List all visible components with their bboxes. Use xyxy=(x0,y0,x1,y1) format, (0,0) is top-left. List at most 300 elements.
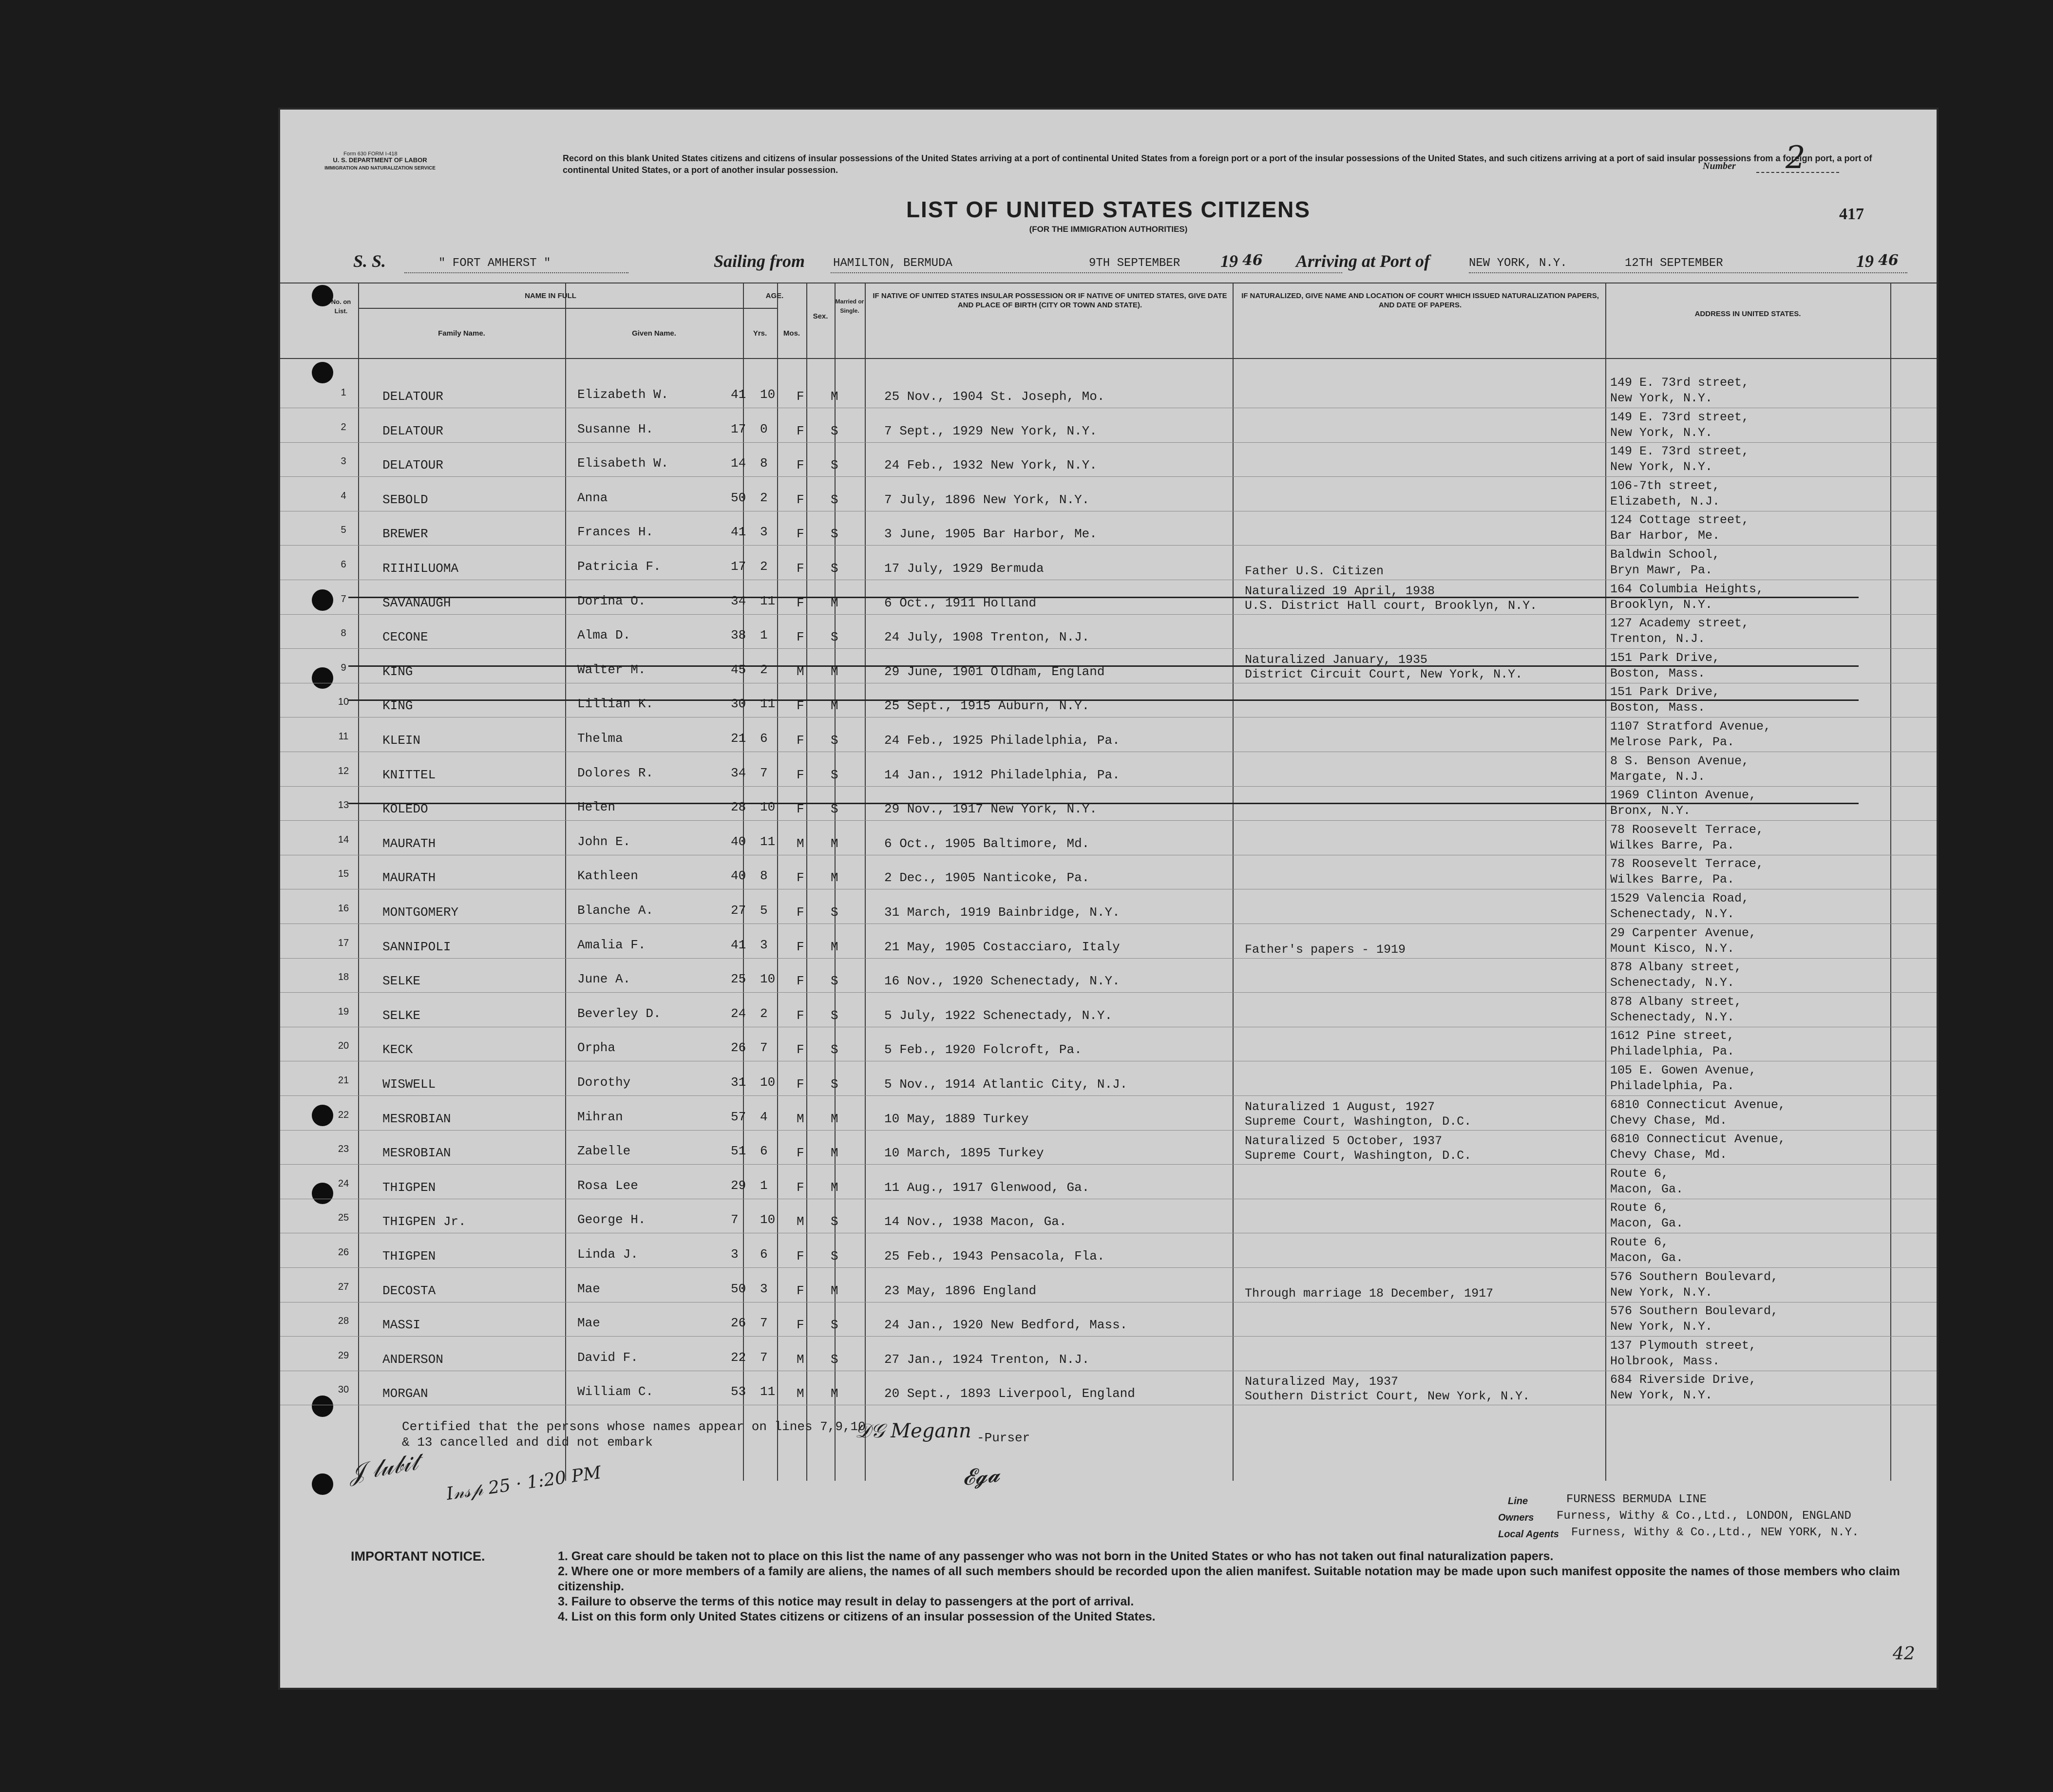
birth-info: 27 Jan., 1924 Trenton, N.J. xyxy=(884,1352,1090,1367)
age-months: 11 xyxy=(760,593,776,608)
row-rule xyxy=(280,442,1937,443)
row-number: 17 xyxy=(338,937,349,948)
naturalization-line-2: Southern District Court, New York, N.Y. xyxy=(1245,1389,1530,1404)
inspector-signature: 𝒥 𝓁𝓊𝒷𝒾𝓉 xyxy=(346,1448,420,1488)
row-number: 22 xyxy=(338,1109,349,1120)
table-row xyxy=(280,412,1937,446)
sex: F xyxy=(797,733,804,748)
marital-status: S xyxy=(831,1008,838,1023)
address-line-2: Chevy Chase, Md. xyxy=(1610,1113,1728,1128)
department-name: U. S. DEPARTMENT OF LABOR xyxy=(333,156,427,164)
age-years: 30 xyxy=(731,697,746,712)
age-months: 7 xyxy=(760,1350,768,1365)
family-name: KOLEDO xyxy=(382,802,428,817)
local-agents-label: Local Agents xyxy=(1498,1529,1559,1540)
family-name: DELATOUR xyxy=(382,423,443,438)
birth-info: 5 Feb., 1920 Folcroft, Pa. xyxy=(884,1042,1082,1057)
age-years: 21 xyxy=(731,731,746,746)
naturalization-line-2: Supreme Court, Washington, D.C. xyxy=(1245,1114,1472,1129)
age-years: 17 xyxy=(731,421,746,436)
address-line-2: New York, N.Y. xyxy=(1610,1320,1713,1334)
birth-info: 6 Oct., 1911 Holland xyxy=(884,595,1037,610)
family-name: MORGAN xyxy=(382,1386,428,1401)
address-line-2: Macon, Ga. xyxy=(1610,1182,1684,1196)
age-months: 3 xyxy=(760,525,768,540)
address-line-2: Macon, Ga. xyxy=(1610,1216,1684,1231)
given-name: Dorina O. xyxy=(577,593,646,608)
address-line-1: 1969 Clinton Avenue, xyxy=(1610,788,1757,803)
address-line-1: 1612 Pine street, xyxy=(1610,1029,1735,1043)
sex: F xyxy=(797,767,804,782)
owners-label: Owners xyxy=(1498,1512,1534,1523)
certification-note: Certified that the persons whose names appear on lines 7,9,10 & 13 cancelled and did not embark xyxy=(402,1419,866,1450)
naturalization-line-1: Naturalized 5 October, 1937 xyxy=(1245,1134,1443,1149)
row-rule xyxy=(280,545,1937,546)
corner-number: 42 xyxy=(1893,1644,1915,1664)
form-number: Form 630 FORM I-418 xyxy=(343,151,398,157)
age-years: 50 xyxy=(731,490,746,505)
table-row xyxy=(280,822,1937,859)
table-row xyxy=(280,893,1937,927)
birth-info: 16 Nov., 1920 Schenectady, N.Y. xyxy=(884,974,1120,989)
table-row xyxy=(280,1340,1937,1375)
number-label: Number xyxy=(1703,161,1736,171)
row-rule xyxy=(280,786,1937,787)
age-years: 41 xyxy=(731,387,746,402)
col-address: ADDRESS IN UNITED STATES. xyxy=(1694,310,1801,318)
table-row xyxy=(280,584,1937,618)
birth-info: 2 Dec., 1905 Nanticoke, Pa. xyxy=(884,870,1090,886)
col-sex: Sex. xyxy=(813,312,828,321)
line-label: Line xyxy=(1508,1496,1528,1507)
family-name: WISWELL xyxy=(382,1077,436,1092)
row-number: 15 xyxy=(338,868,349,880)
row-number: 26 xyxy=(338,1247,349,1258)
row-number: 30 xyxy=(338,1384,349,1396)
given-name: Blanche A. xyxy=(577,903,654,918)
given-name: Rosa Lee xyxy=(577,1178,638,1193)
address-line-2: Melrose Park, Pa. xyxy=(1610,735,1735,749)
address-line-1: Route 6, xyxy=(1610,1235,1669,1249)
sex: M xyxy=(797,1111,804,1126)
marital-status: M xyxy=(831,1283,838,1298)
row-number: 13 xyxy=(338,800,349,811)
ss-label: S. S. xyxy=(353,251,386,271)
year-suffix-1: 46 xyxy=(1242,252,1263,269)
birth-info: 23 May, 1896 England xyxy=(884,1283,1037,1298)
family-name: CECONE xyxy=(382,630,428,645)
arriving-label: Arriving at Port of xyxy=(1296,251,1430,271)
address-line-2: Boston, Mass. xyxy=(1610,700,1706,715)
sex: F xyxy=(797,527,804,542)
age-years: 22 xyxy=(731,1350,746,1365)
family-name: MAURATH xyxy=(382,836,436,851)
family-name: DELATOUR xyxy=(382,458,443,473)
row-rule xyxy=(280,992,1937,993)
birth-info: 11 Aug., 1917 Glenwood, Ga. xyxy=(884,1180,1090,1195)
marital-status: M xyxy=(831,1111,838,1126)
age-months: 5 xyxy=(760,903,768,918)
marital-status: S xyxy=(831,905,838,920)
age-months: 0 xyxy=(760,421,768,436)
table-row xyxy=(280,1166,1937,1203)
notice-item: 1. Great care should be taken not to place on this list the name of any passenger who was not born in the United States or who has not taken out final naturalization papers. xyxy=(558,1549,1554,1563)
birth-info: 25 Feb., 1943 Pensacola, Fla. xyxy=(884,1249,1105,1264)
family-name: KING xyxy=(382,698,413,714)
sex: F xyxy=(797,974,804,989)
sex: F xyxy=(797,1077,804,1092)
naturalization-line-2: District Circuit Court, New York, N.Y. xyxy=(1245,667,1523,681)
address-line-1: 8 S. Benson Avenue, xyxy=(1610,754,1749,768)
address-line-2: Brooklyn, N.Y. xyxy=(1610,597,1713,612)
family-name: MONTGOMERY xyxy=(382,905,459,920)
age-months: 3 xyxy=(760,1281,768,1296)
table-row xyxy=(280,1375,1937,1409)
arrival-date: 12TH SEPTEMBER xyxy=(1625,257,1723,270)
age-months: 6 xyxy=(760,1144,768,1159)
table-row xyxy=(280,1134,1937,1168)
birth-info: 29 June, 1901 Oldham, England xyxy=(884,664,1105,679)
row-rule xyxy=(280,476,1937,477)
birth-info: 24 Feb., 1925 Philadelphia, Pa. xyxy=(884,733,1120,748)
row-number: 2 xyxy=(341,421,346,433)
row-number: 27 xyxy=(338,1281,349,1292)
row-number: 3 xyxy=(341,456,346,467)
table-row xyxy=(280,1065,1937,1099)
address-line-2: New York, N.Y. xyxy=(1610,425,1713,440)
row-number: 29 xyxy=(338,1350,349,1361)
age-years: 24 xyxy=(731,1006,746,1021)
age-months: 10 xyxy=(760,387,776,402)
age-months: 4 xyxy=(760,1109,768,1124)
age-months: 8 xyxy=(760,456,768,471)
family-name: MESROBIAN xyxy=(382,1146,451,1161)
age-years: 57 xyxy=(731,1109,746,1124)
address-line-1: 149 E. 73rd street, xyxy=(1610,444,1749,459)
family-name: SEBOLD xyxy=(382,492,428,507)
given-name: Mae xyxy=(577,1281,600,1296)
sex: F xyxy=(797,1146,804,1161)
sex: F xyxy=(797,595,804,610)
marital-status: S xyxy=(831,1249,838,1264)
col-birth: IF NATIVE OF UNITED STATES INSULAR POSSESSION OR IF NATIVE OF UNITED STATES, GIVE DATE AND PLACE OF BIRTH (CITY OR TOWN AND STATE). xyxy=(873,292,1227,309)
marital-status: M xyxy=(831,595,838,610)
row-rule xyxy=(280,1336,1937,1337)
address-line-2: Chevy Chase, Md. xyxy=(1610,1148,1728,1162)
marital-status: S xyxy=(831,492,838,507)
address-line-1: 164 Columbia Heights, xyxy=(1610,582,1764,596)
notice-item: 4. List on this form only United States citizens or citizens of an insular possession of the United States. xyxy=(558,1610,1156,1623)
address-line-1: 576 Southern Boulevard, xyxy=(1610,1304,1779,1319)
row-number: 18 xyxy=(338,972,349,983)
table-row xyxy=(280,478,1937,515)
row-number: 9 xyxy=(341,662,346,673)
age-months: 7 xyxy=(760,1040,768,1056)
page-title: LIST OF UNITED STATES CITIZENS xyxy=(906,197,1311,222)
family-name: MAURATH xyxy=(382,870,436,886)
marital-status: S xyxy=(831,630,838,645)
address-line-2: Trenton, N.J. xyxy=(1610,632,1706,646)
birth-info: 5 Nov., 1914 Atlantic City, N.J. xyxy=(884,1077,1128,1092)
col-family-name: Family Name. xyxy=(438,329,485,338)
given-name: Patricia F. xyxy=(577,559,661,574)
page-subtitle: (FOR THE IMMIGRATION AUTHORITIES) xyxy=(1029,225,1188,234)
row-number: 7 xyxy=(341,593,346,604)
table-row xyxy=(280,790,1937,824)
list-number: 2 xyxy=(1786,140,1806,176)
sex: M xyxy=(797,1386,804,1401)
given-name: William C. xyxy=(577,1384,654,1399)
sex: F xyxy=(797,939,804,954)
table-row xyxy=(280,446,1937,480)
table-row xyxy=(280,756,1937,790)
page-number: 417 xyxy=(1839,205,1864,223)
marital-status: S xyxy=(831,561,838,576)
row-rule xyxy=(280,614,1937,615)
table-row xyxy=(280,1306,1937,1340)
table-row xyxy=(280,549,1937,584)
family-name: MESROBIAN xyxy=(382,1111,451,1126)
table-row xyxy=(280,1031,1937,1065)
family-name: RIIHILUOMA xyxy=(382,561,459,576)
sailing-label: Sailing from xyxy=(714,251,805,271)
age-months: 11 xyxy=(760,834,776,849)
given-name: John E. xyxy=(577,834,631,849)
age-months: 7 xyxy=(760,765,768,780)
row-number: 21 xyxy=(338,1075,349,1086)
sex: M xyxy=(797,836,804,851)
family-name: SELKE xyxy=(382,974,421,989)
arrival-port: NEW YORK, N.Y. xyxy=(1469,257,1567,270)
given-name: Amalia F. xyxy=(577,937,646,952)
address-line-2: Boston, Mass. xyxy=(1610,666,1706,680)
line-owners-block xyxy=(1498,1493,1927,1543)
given-name: Walter M. xyxy=(577,662,646,677)
age-years: 31 xyxy=(731,1075,746,1090)
sex: M xyxy=(797,664,804,679)
family-name: DELATOUR xyxy=(382,389,443,404)
sailing-port: HAMILTON, BERMUDA xyxy=(833,257,952,270)
row-rule xyxy=(280,1164,1937,1165)
age-months: 2 xyxy=(760,490,768,505)
birth-info: 25 Sept., 1915 Auburn, N.Y. xyxy=(884,698,1090,714)
address-line-2: Schenectady, N.Y. xyxy=(1610,907,1735,921)
address-line-1: 151 Park Drive, xyxy=(1610,685,1720,699)
marital-status: S xyxy=(831,974,838,989)
family-name: KING xyxy=(382,664,413,679)
table-row xyxy=(280,721,1937,755)
cancel-strikethrough xyxy=(348,665,1859,667)
given-name: Elisabeth W. xyxy=(577,456,669,471)
sex: M xyxy=(797,1214,804,1229)
given-name: Lillian K. xyxy=(577,697,654,712)
row-number: 24 xyxy=(338,1178,349,1189)
year-prefix-2: 19 xyxy=(1856,251,1874,271)
row-rule xyxy=(280,958,1937,959)
marital-status: M xyxy=(831,1146,838,1161)
age-years: 14 xyxy=(731,456,746,471)
given-name: Beverley D. xyxy=(577,1006,661,1021)
marital-status: S xyxy=(831,1077,838,1092)
marital-status: S xyxy=(831,802,838,817)
family-name: DECOSTA xyxy=(382,1283,436,1298)
age-months: 10 xyxy=(760,972,776,987)
cancel-strikethrough xyxy=(348,803,1859,804)
address-line-2: Bronx, N.Y. xyxy=(1610,804,1691,818)
address-line-2: Mount Kisco, N.Y. xyxy=(1610,941,1735,956)
marital-status: S xyxy=(831,423,838,438)
table-row xyxy=(280,1269,1937,1306)
col-name-in-full: NAME IN FULL xyxy=(525,292,576,300)
birth-info: 24 Jan., 1920 New Bedford, Mass. xyxy=(884,1318,1128,1333)
age-years: 41 xyxy=(731,937,746,952)
table-row xyxy=(280,962,1937,996)
col-mos: Mos. xyxy=(783,329,800,338)
address-line-2: Philadelphia, Pa. xyxy=(1610,1079,1735,1093)
given-name: Linda J. xyxy=(577,1247,638,1262)
age-years: 7 xyxy=(731,1212,739,1227)
sex: F xyxy=(797,698,804,714)
family-name: SELKE xyxy=(382,1008,421,1023)
col-naturalized: IF NATURALIZED, GIVE NAME AND LOCATION OF COURT WHICH ISSUED NATURALIZATION PAPERS, AND DATE OF PAPERS. xyxy=(1241,292,1599,309)
local-agents-value: Furness, Withy & Co.,Ltd., NEW YORK, N.Y. xyxy=(1571,1526,1859,1539)
record-instructions: Record on this blank United States citizens and citizens of insular possessions of the United States arriving at a port of continental United States from a foreign port or a port of the insular possessions of the United States, and such citizens arriving at a port of said insular possessions from a foreign port, a port of continental United States, or a port of another insular possession. xyxy=(563,153,1872,175)
address-line-1: 149 E. 73rd street, xyxy=(1610,376,1749,390)
sex: F xyxy=(797,1008,804,1023)
col-given-name: Given Name. xyxy=(632,329,676,338)
row-number: 14 xyxy=(338,834,349,845)
sex: M xyxy=(797,1352,804,1367)
marital-status: S xyxy=(831,1042,838,1057)
marital-status: S xyxy=(831,767,838,782)
inspection-stamp-note: 𝐼𝓃𝓈𝓅 25 · 1:20 PM xyxy=(445,1462,603,1505)
col-age: AGE. xyxy=(765,292,784,300)
given-name: Mihran xyxy=(577,1109,623,1124)
table-row xyxy=(280,515,1937,549)
row-number: 11 xyxy=(338,731,349,742)
age-months: 8 xyxy=(760,868,768,884)
row-rule xyxy=(280,820,1937,821)
address-line-2: New York, N.Y. xyxy=(1610,391,1713,405)
given-name: Kathleen xyxy=(577,868,638,884)
table-row xyxy=(280,650,1937,687)
age-months: 7 xyxy=(760,1316,768,1331)
age-years: 40 xyxy=(731,868,746,884)
table-row xyxy=(280,1203,1937,1237)
row-number: 6 xyxy=(341,559,346,570)
birth-info: 31 March, 1919 Bainbridge, N.Y. xyxy=(884,905,1120,920)
address-line-2: Bryn Mawr, Pa. xyxy=(1610,563,1713,577)
address-line-2: New York, N.Y. xyxy=(1610,460,1713,474)
birth-info: 6 Oct., 1905 Baltimore, Md. xyxy=(884,836,1090,851)
voyage-line xyxy=(280,251,1937,280)
birth-info: 14 Jan., 1912 Philadelphia, Pa. xyxy=(884,767,1120,782)
row-number: 25 xyxy=(338,1212,349,1224)
row-rule xyxy=(280,1130,1937,1131)
age-years: 53 xyxy=(731,1384,746,1399)
birth-info: 25 Nov., 1904 St. Joseph, Mo. xyxy=(884,389,1105,404)
year-suffix-2: 46 xyxy=(1878,252,1899,269)
family-name: ANDERSON xyxy=(382,1352,443,1367)
age-years: 45 xyxy=(731,662,746,677)
address-line-1: 878 Albany street, xyxy=(1610,960,1742,975)
address-line-1: 6810 Connecticut Avenue, xyxy=(1610,1097,1786,1112)
sex: F xyxy=(797,870,804,886)
address-line-1: 151 Park Drive, xyxy=(1610,650,1720,665)
birth-info: 24 July, 1908 Trenton, N.J. xyxy=(884,630,1090,645)
row-number: 12 xyxy=(338,765,349,776)
given-name: June A. xyxy=(577,972,631,987)
naturalization-line-1: Naturalized May, 1937 xyxy=(1245,1375,1399,1389)
age-years: 25 xyxy=(731,972,746,987)
given-name: Thelma xyxy=(577,731,623,746)
marital-status: M xyxy=(831,389,838,404)
given-name: Frances H. xyxy=(577,525,654,540)
address-line-1: 124 Cottage street, xyxy=(1610,513,1749,528)
address-line-1: 878 Albany street, xyxy=(1610,994,1742,1009)
owners-value: Furness, Withy & Co.,Ltd., LONDON, ENGLAND xyxy=(1557,1509,1851,1523)
notice-item: 3. Failure to observe the terms of this notice may result in delay to passengers at the port of arrival. xyxy=(558,1595,1134,1608)
notice-item: 2. Where one or more members of a family are aliens, the names of all such members should be recorded upon the alien manifest. Suitable notation may be made upon such manifest opposite the names of those members who claim citizenship. xyxy=(558,1565,1900,1593)
row-number: 4 xyxy=(341,490,346,501)
table-row xyxy=(280,1097,1937,1134)
address-line-1: 576 Southern Boulevard, xyxy=(1610,1269,1779,1284)
sex: F xyxy=(797,423,804,438)
ship-name: " FORT AMHERST " xyxy=(438,257,551,270)
address-line-1: Route 6, xyxy=(1610,1201,1669,1215)
address-line-2: Elizabeth, N.J. xyxy=(1610,494,1720,509)
given-name: Dorothy xyxy=(577,1075,631,1090)
row-number: 23 xyxy=(338,1144,349,1155)
address-line-1: 137 Plymouth street, xyxy=(1610,1338,1757,1353)
age-years: 28 xyxy=(731,800,746,815)
family-name: SANNIPOLI xyxy=(382,939,451,954)
family-name: THIGPEN Jr. xyxy=(382,1214,466,1229)
col-yrs: Yrs. xyxy=(753,329,767,338)
sex: F xyxy=(797,389,804,404)
marital-status: S xyxy=(831,1318,838,1333)
family-name: THIGPEN xyxy=(382,1249,436,1264)
age-months: 10 xyxy=(760,1075,776,1090)
age-years: 50 xyxy=(731,1281,746,1296)
given-name: Orpha xyxy=(577,1040,616,1056)
age-years: 34 xyxy=(731,765,746,780)
age-years: 17 xyxy=(731,559,746,574)
age-years: 29 xyxy=(731,1178,746,1193)
row-number: 19 xyxy=(338,1006,349,1017)
marital-status: S xyxy=(831,458,838,473)
age-months: 6 xyxy=(760,731,768,746)
col-no: No. on List. xyxy=(331,298,351,315)
birth-info: 21 May, 1905 Costacciaro, Italy xyxy=(884,939,1120,954)
marital-status: M xyxy=(831,698,838,714)
row-number: 20 xyxy=(338,1040,349,1052)
address-line-2: Bar Harbor, Me. xyxy=(1610,528,1720,543)
age-months: 2 xyxy=(760,662,768,677)
sex: F xyxy=(797,802,804,817)
table-row xyxy=(280,994,1937,1031)
address-line-2: New York, N.Y. xyxy=(1610,1285,1713,1300)
address-line-1: 78 Roosevelt Terrace, xyxy=(1610,857,1764,871)
address-line-2: Schenectady, N.Y. xyxy=(1610,976,1735,990)
manifest-page xyxy=(280,110,1937,1688)
age-months: 2 xyxy=(760,1006,768,1021)
line-value: FURNESS BERMUDA LINE xyxy=(1566,1493,1707,1506)
marital-status: M xyxy=(831,939,838,954)
given-name: Anna xyxy=(577,490,608,505)
age-years: 26 xyxy=(731,1316,746,1331)
birth-info: 20 Sept., 1893 Liverpool, England xyxy=(884,1386,1135,1401)
